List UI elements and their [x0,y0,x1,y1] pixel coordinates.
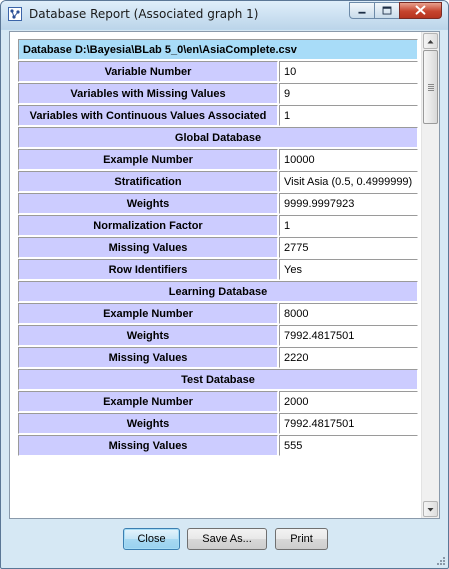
row-label: Example Number [18,391,278,412]
row-value: 8000 [279,303,418,324]
table-row [18,369,418,390]
row-label: Weights [18,413,278,434]
row-label: Row Identifiers [18,259,278,280]
row-value: 2220 [279,347,418,368]
table-row [18,391,418,412]
close-icon [400,3,441,18]
minimize-icon [350,3,374,18]
bayesia-graph-icon[interactable] [8,7,22,21]
row-label: Weights [18,325,278,346]
row-label: Missing Values [18,237,278,258]
table-row [18,347,418,368]
row-value: 10 [279,61,418,82]
table-row [18,193,418,214]
row-label: Variable Number [18,61,278,82]
arrow-up-icon [424,35,437,49]
section-learning-database: Learning Database [18,281,418,302]
scroll-thumb[interactable] [423,50,438,124]
table-row [18,215,418,236]
table-row [18,39,418,60]
table-row [18,413,418,434]
row-label: Normalization Factor [18,215,278,236]
close-button[interactable]: Close [123,528,180,550]
table-row [18,325,418,346]
row-value: 555 [279,435,418,456]
row-label: Example Number [18,303,278,324]
table-row [18,259,418,280]
table-row [18,149,418,170]
vertical-scrollbar[interactable] [421,32,439,518]
save-as-button[interactable]: Save As... [187,528,267,550]
window-title: Database Report (Associated graph 1) [29,7,259,21]
row-label: Missing Values [18,435,278,456]
report-scroll-area[interactable] [17,38,425,518]
row-label: Example Number [18,149,278,170]
button-bar [1,523,448,558]
grip-line [428,84,434,85]
scroll-up-button[interactable] [423,33,438,49]
row-label: Stratification [18,171,278,192]
row-value: 1 [279,215,418,236]
row-value: 7992.4817501 [279,413,418,434]
report-table [17,38,419,457]
row-value: 10000 [279,149,418,170]
window-controls [349,2,442,20]
row-value: 9 [279,83,418,104]
report-panel [9,31,440,519]
row-value: 9999.9997923 [279,193,418,214]
grip-line [428,88,434,89]
row-label: Variables with Missing Values [18,83,278,104]
resize-grip-icon[interactable] [436,556,446,566]
maximize-icon [375,3,399,18]
row-label: Variables with Continuous Values Associated [18,105,278,126]
scroll-down-button[interactable] [423,501,438,517]
table-row [18,171,418,192]
row-value: Yes [279,259,418,280]
maximize-button[interactable] [374,2,400,19]
row-label: Missing Values [18,347,278,368]
table-row [18,105,418,126]
row-value: 1 [279,105,418,126]
section-global-database: Global Database [18,127,418,148]
row-value: 7992.4817501 [279,325,418,346]
row-value: Visit Asia (0.5, 0.4999999) [279,171,418,192]
grip-line [428,90,434,91]
table-row [18,83,418,104]
row-label: Weights [18,193,278,214]
grip-line [428,86,434,87]
print-button[interactable]: Print [275,528,328,550]
table-row [18,127,418,148]
minimize-button[interactable] [349,2,375,19]
table-row [18,435,418,456]
table-row [18,303,418,324]
section-test-database: Test Database [18,369,418,390]
table-row [18,281,418,302]
table-row [18,61,418,82]
close-window-button[interactable] [399,2,442,19]
arrow-down-icon [424,503,437,517]
title-bar[interactable] [1,1,448,29]
database-path-header: Database D:\Bayesia\BLab 5_0\en\AsiaComplete.csv [18,39,418,60]
row-value: 2775 [279,237,418,258]
table-row [18,237,418,258]
row-value: 2000 [279,391,418,412]
